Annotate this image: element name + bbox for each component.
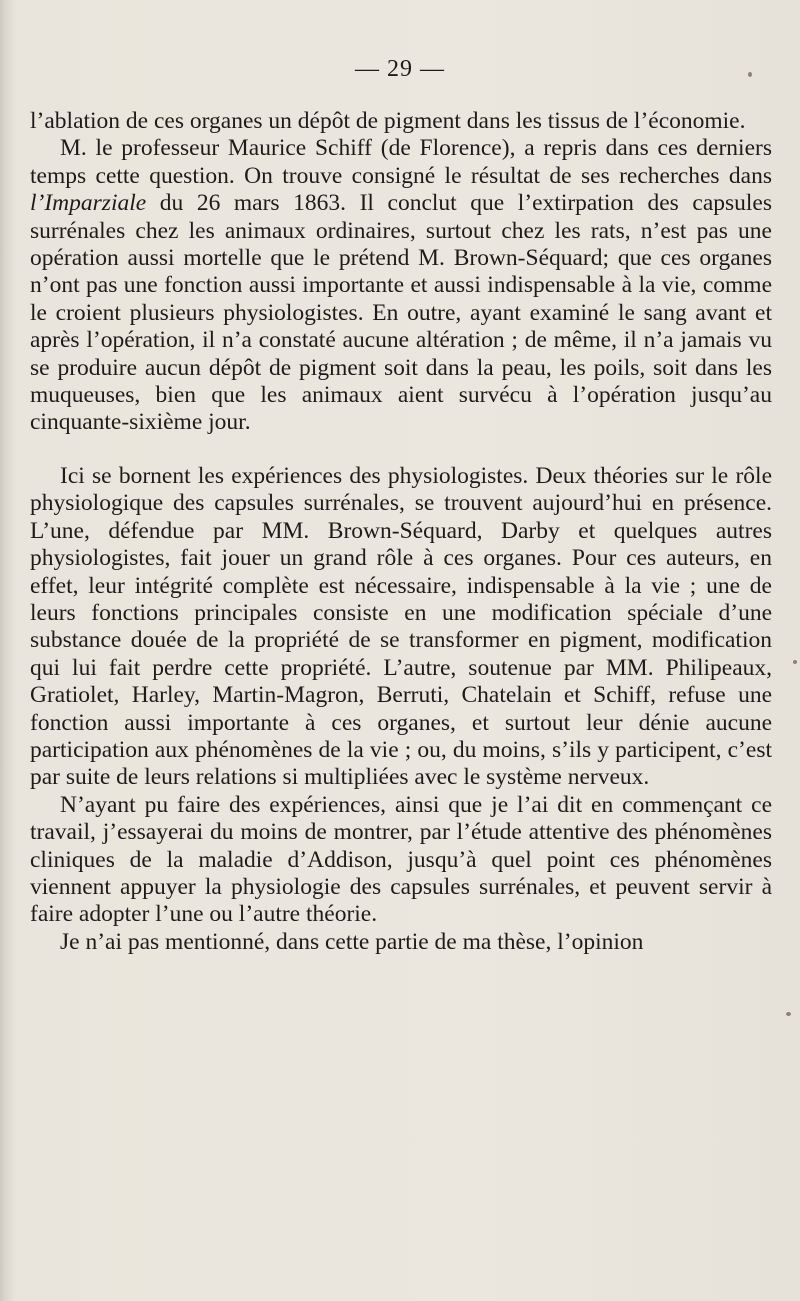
paper-speck — [748, 72, 752, 77]
paragraph-5: Je n’ai pas mentionné, dans cette partie de ma thèse, l’opinion — [60, 928, 644, 955]
paragraph-3: Ici se bornent les expériences des physiologistes. Deux théories sur le rôle physiologique des capsules surrénales, se trouvent aujourd’hui en présence. L’une, défendue par MM. Brown-Séquard, Darby et quelques autres physiologistes, fait jouer un grand rôle à ces organes. Pour ces auteurs, en effet, leur intégrité complète est nécessaire, indispensable à la vie ; une de leurs fonctions principales consiste en une modification spéciale d’une substance douée de la propriété de se transformer en pigment, modification qui lui fait perdre cette propriété. L’autre, soutenue par MM. Philipeaux, Gratiolet, Harley, Martin-Magron, Berruti, Chatelain et Schiff, refuse une fonction aussi importante à ces organes, et surtout leur dénie aucune participation aux phénomènes de la vie ; ou, du moins, s’ils y participent, c’est par suite de leurs relations si multipliées avec le système nerveux. — [30, 462, 772, 791]
paragraph-2-end: du 26 mars 1863. Il conclut que l’extirpation des capsules surrénales chez les animaux ordinaires, surtout chez les rats, n’est pas une opération aussi mortelle que le prétend M. Brown-Séquard; que ces organes n’ont pas une fonction aussi importante et aussi indispensable à la vie, comme le croient plusieurs physiologistes. En outre, ayant examiné le sang avant et après l’opération, il n’a constaté aucune altération ; de même, il n’a jamais vu se produire aucun dépôt de pigment soit dans la peau, les poils, soit dans les muqueuses, bien que les animaux aient survécu à l’opération jusqu’au cinquante-sixième jour. — [30, 190, 772, 436]
journal-title: l’Imparziale — [30, 190, 147, 217]
paper-speck — [793, 660, 797, 664]
paper-speck — [786, 1012, 791, 1016]
paragraph-2-start: M. le professeur Maurice Schiff (de Florence), a repris dans ces derniers temps cette question. On trouve consigné le résultat de ses recherches dans — [30, 135, 772, 189]
page-number: — 29 — — [355, 56, 445, 82]
paragraph-1: l’ablation de ces organes un dépôt de pigment dans les tissus de l’économie. — [30, 108, 746, 134]
paragraph-2 — [30, 135, 772, 436]
body-text — [30, 108, 772, 956]
paragraph-4: N’ayant pu faire des expériences, ainsi que je l’ai dit en commençant ce travail, j’essayerai du moins de montrer, par l’étude attentive des phénomènes cliniques de la maladie d’Addison, jusqu’à quel point ces phénomènes viennent appuyer la physiologie des capsules surrénales, et peuvent servir à faire adopter l’une ou l’autre théorie. — [30, 791, 772, 928]
